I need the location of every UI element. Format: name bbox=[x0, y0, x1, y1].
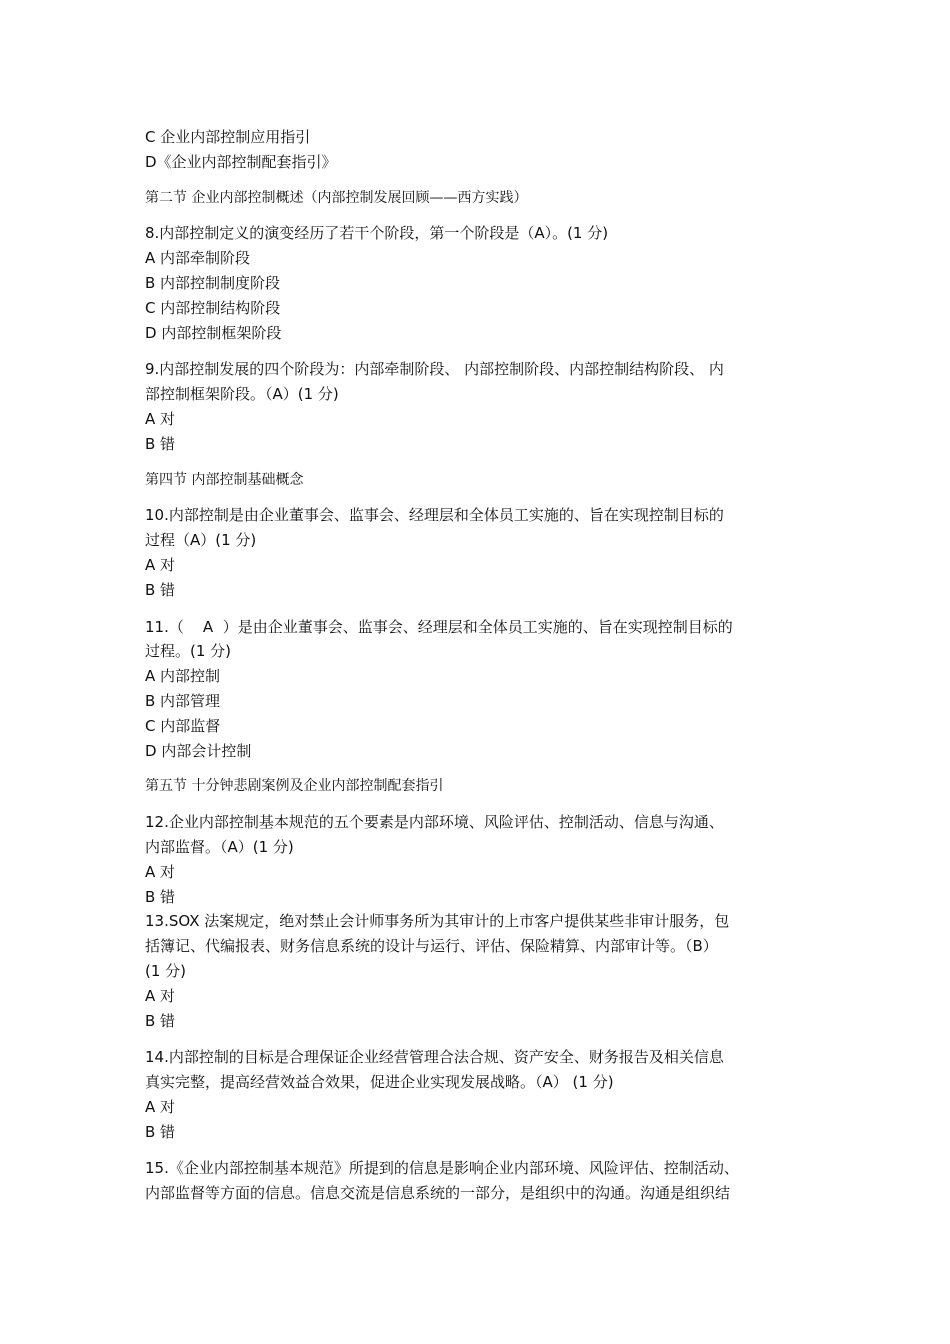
q8-option-a: A 内部牵制阶段 bbox=[145, 249, 251, 268]
q10-option-b: B 错 bbox=[145, 580, 176, 599]
q8-option-d: D 内部控制框架阶段 bbox=[145, 323, 282, 342]
q12-option-b: B 错 bbox=[145, 887, 176, 906]
question-9-line-1: 9.内部控制发展的四个阶段为：内部牵制阶段、 内部控制阶段、内部控制结构阶段、 内 bbox=[145, 360, 724, 379]
question-14-line-2: 真实完整，提高经营效益合效果，促进企业实现发展战略。（A） (1 分) bbox=[145, 1073, 614, 1092]
question-15-line-2: 内部监督等方面的信息。信息交流是信息系统的一部分，是组织中的沟通。沟通是组织结 bbox=[145, 1184, 731, 1203]
q11-option-c: C 内部监督 bbox=[145, 716, 221, 735]
q11-option-b: B 内部管理 bbox=[145, 691, 221, 710]
question-10-line-1: 10.内部控制是由企业董事会、监事会、经理层和全体员工实施的、旨在实现控制目标的 bbox=[145, 506, 724, 525]
section-heading-2: 第二节 企业内部控制概述（内部控制发展回顾——西方实践） bbox=[145, 189, 528, 206]
q11-option-d: D 内部会计控制 bbox=[145, 741, 252, 760]
q9-option-a: A 对 bbox=[145, 409, 176, 428]
q9-option-b: B 错 bbox=[145, 434, 176, 453]
question-13-line-2: 括簿记、代编报表、财务信息系统的设计与运行、评估、保险精算、内部审计等。（B） bbox=[145, 937, 718, 956]
q12-option-a: A 对 bbox=[145, 862, 176, 881]
q8-option-b: B 内部控制制度阶段 bbox=[145, 273, 281, 292]
option-c: C 企业内部控制应用指引 bbox=[145, 128, 311, 146]
question-10-line-2: 过程（A）(1 分) bbox=[145, 531, 257, 550]
question-11-line-2: 过程。(1 分) bbox=[145, 642, 232, 661]
q10-option-a: A 对 bbox=[145, 555, 176, 574]
question-11-line-1: 11.（ A ）是由企业董事会、监事会、经理层和全体员工实施的、旨在实现控制目标的 bbox=[145, 617, 733, 636]
question-9-line-2: 部控制框架阶段。（A）(1 分) bbox=[145, 385, 339, 404]
q8-option-c: C 内部控制结构阶段 bbox=[145, 298, 281, 317]
question-8: 8.内部控制定义的演变经历了若干个阶段，第一个阶段是（A）。(1 分) bbox=[145, 224, 609, 243]
q13-option-a: A 对 bbox=[145, 986, 176, 1005]
question-13-line-1: 13.SOX 法案规定，绝对禁止会计师事务所为其审计的上市客户提供某些非审计服务，包 bbox=[145, 912, 730, 931]
section-heading-4: 第四节 内部控制基础概念 bbox=[145, 471, 304, 488]
q13-option-b: B 错 bbox=[145, 1011, 176, 1030]
question-14-line-1: 14.内部控制的目标是合理保证企业经营管理合法合规、资产安全、财务报告及相关信息 bbox=[145, 1048, 724, 1067]
question-15-line-1: 15.《企业内部控制基本规范》所提到的信息是影响企业内部环境、风险评估、控制活动、 bbox=[145, 1159, 739, 1178]
question-13-line-3: (1 分) bbox=[145, 961, 187, 980]
q14-option-b: B 错 bbox=[145, 1122, 176, 1141]
q14-option-a: A 对 bbox=[145, 1097, 176, 1116]
q11-option-a: A 内部控制 bbox=[145, 667, 221, 686]
section-heading-5: 第五节 十分钟悲剧案例及企业内部控制配套指引 bbox=[145, 778, 444, 795]
option-d: D《企业内部控制配套指引》 bbox=[145, 152, 337, 171]
question-12-line-2: 内部监督。（A）(1 分) bbox=[145, 837, 294, 856]
document-body bbox=[145, 125, 805, 1206]
question-12-line-1: 12.企业内部控制基本规范的五个要素是内部环境、风险评估、控制活动、信息与沟通、 bbox=[145, 813, 724, 832]
